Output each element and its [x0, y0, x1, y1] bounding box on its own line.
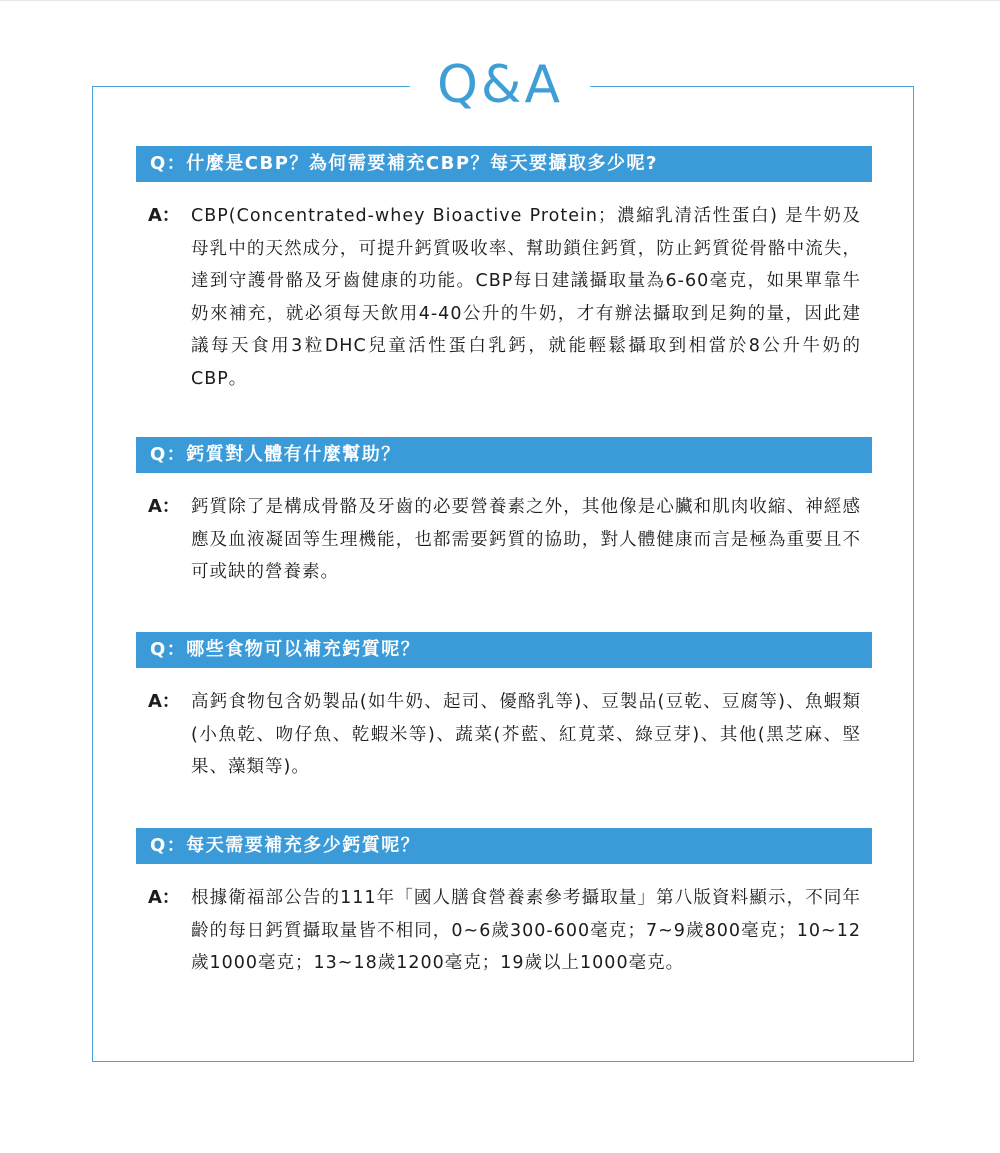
answer-text: 根據衛福部公告的111年「國人膳食營養素參考攝取量」第八版資料顯示，不同年齡的每日鈣質攝取量皆不相同，0~6歲300-600毫克；7~9歲800毫克；10~12歲1000毫克；13~18歲1200毫克；19歲以上1000毫克。: [191, 888, 861, 973]
answer-label: A：: [148, 205, 180, 226]
page-title: Q&A: [410, 52, 590, 118]
question-bar: Q：什麼是CBP？為何需要補充CBP？每天要攝取多少呢?: [136, 146, 872, 182]
top-divider: [0, 0, 1000, 1]
answer-text: 高鈣食物包含奶製品(如牛奶、起司、優酪乳等)、豆製品(豆乾、豆腐等)、魚蝦類(小魚乾、吻仔魚、乾蝦米等)、蔬菜(芥藍、紅莧菜、綠豆芽)、其他(黑芝麻、堅果、藻類等)。: [191, 692, 861, 777]
question-bar: Q：鈣質對人體有什麼幫助？: [136, 437, 872, 473]
answer-label: A：: [148, 496, 180, 517]
answer-text: CBP(Concentrated-whey Bioactive Protein；濃縮乳清活性蛋白) 是牛奶及母乳中的天然成分，可提升鈣質吸收率、幫助鎖住鈣質，防止鈣質從骨骼中流失，達到守護骨骼及牙齒健康的功能。CBP每日建議攝取量為6-60毫克，如果單靠牛奶來補充，就必須每天飲用4-40公升的牛奶，才有辦法攝取到足夠的量，因此建議每天食用3粒DHC兒童活性蛋白乳鈣，就能輕鬆攝取到相當於8公升牛奶的CBP。: [191, 206, 861, 389]
question-bar: Q：每天需要補充多少鈣質呢？: [136, 828, 872, 864]
answer-text: 鈣質除了是構成骨骼及牙齒的必要營養素之外，其他像是心臟和肌肉收縮、神經感應及血液凝固等生理機能，也都需要鈣質的協助，對人體健康而言是極為重要且不可或缺的營養素。: [191, 497, 861, 582]
question-bar: Q：哪些食物可以補充鈣質呢？: [136, 632, 872, 668]
answer-label: A：: [148, 691, 180, 712]
answer-label: A：: [148, 887, 180, 908]
